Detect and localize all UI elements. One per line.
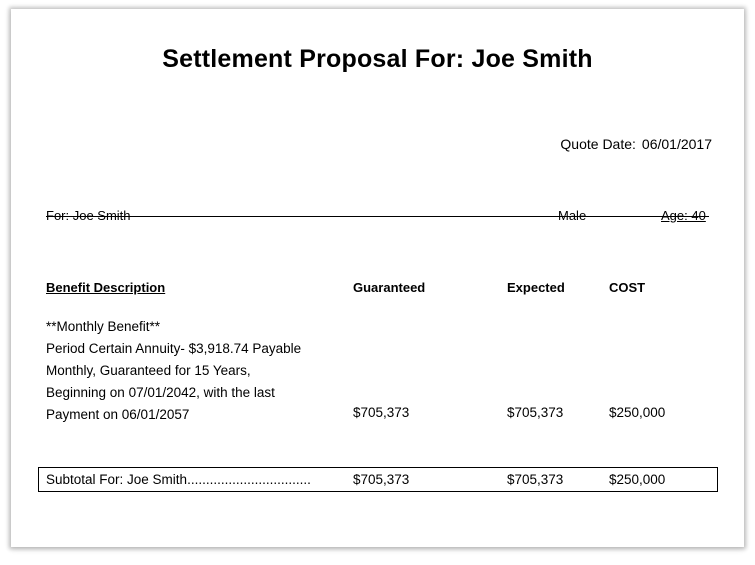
subtotal-cost: $250,000	[609, 472, 666, 487]
quote-date-label: Quote Date:	[560, 136, 636, 152]
row-guaranteed-value: $705,373	[353, 405, 410, 420]
row-cost-value: $250,000	[609, 405, 666, 420]
client-for-label: For: Joe Smith	[46, 208, 131, 223]
header-cost: COST	[609, 280, 646, 295]
header-benefit-description: Benefit Description	[46, 280, 166, 295]
quote-date	[560, 136, 712, 152]
benefit-description-line: Beginning on 07/01/2042, with the last	[46, 385, 275, 400]
header-expected: Expected	[507, 280, 565, 295]
document-title: Settlement Proposal For: Joe Smith	[162, 45, 593, 73]
client-gender: Male	[558, 208, 587, 223]
quote-date-value: 06/01/2017	[641, 136, 712, 152]
benefit-description-line: Monthly, Guaranteed for 15 Years,	[46, 363, 251, 378]
client-age: Age: 40	[661, 208, 706, 223]
subtotal-guaranteed: $705,373	[353, 472, 410, 487]
row-expected-value: $705,373	[507, 405, 564, 420]
benefit-description	[46, 316, 346, 426]
header-guaranteed: Guaranteed	[353, 280, 426, 295]
subtotal-expected: $705,373	[507, 472, 564, 487]
client-info-underline	[46, 216, 709, 217]
benefit-description-line: Payment on 06/01/2057	[46, 407, 190, 422]
benefit-description-line: Period Certain Annuity- $3,918.74 Payable	[46, 341, 302, 356]
subtotal-label: Subtotal For: Joe Smith.................................	[46, 472, 311, 487]
benefit-description-line: **Monthly Benefit**	[46, 319, 161, 334]
